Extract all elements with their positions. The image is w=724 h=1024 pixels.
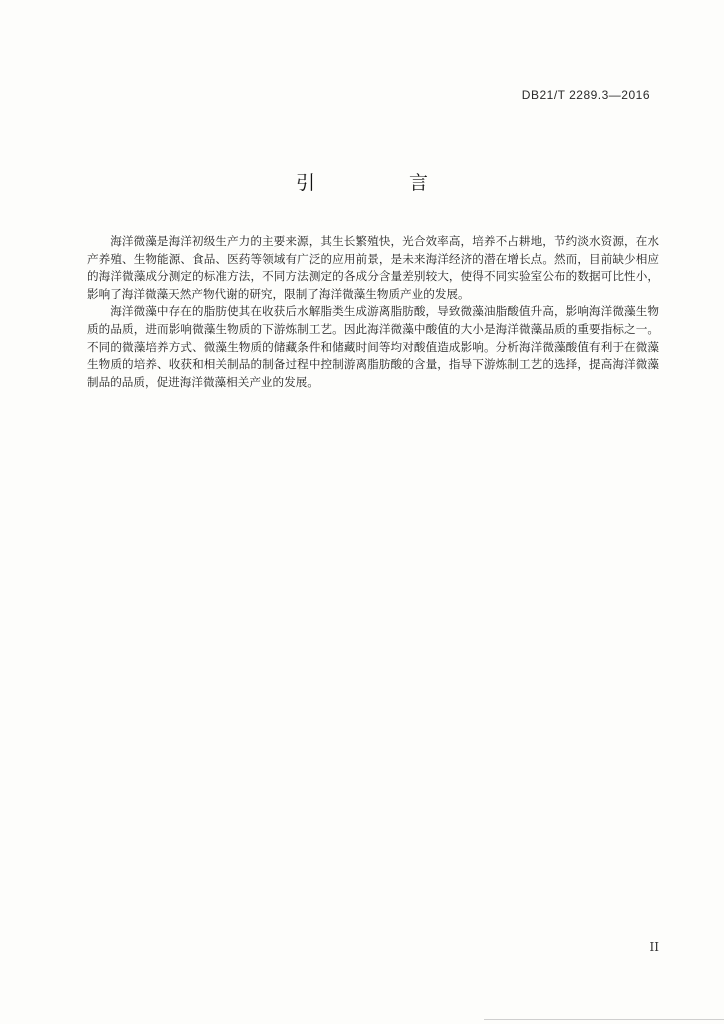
- page-number: II: [649, 940, 659, 954]
- paragraph: 海洋微藻中存在的脂肪使其在收获后水解脂类生成游离脂肪酸，导致微藻油脂酸值升高，影响海洋微藻生物质的品质，进而影响微藻生物质的下游炼制工艺。因此海洋微藻中酸值的大小是海洋微藻品质的重要指标之一。不同的微藻培养方式、微藻生物质的储藏条件和储藏时间等均对酸值造成影响。分析海洋微藻酸值有利于在微藻生物质的培养、收获和相关制品的制备过程中控制游离脂肪酸的含量，指导下游炼制工艺的选择，提高海洋微藻制品的品质，促进海洋微藻相关产业的发展。: [87, 304, 659, 389]
- document-code: DB21/T 2289.3—2016: [521, 88, 650, 102]
- section-title: 引 言: [295, 172, 473, 194]
- scan-edge-divider: [484, 1019, 724, 1020]
- paragraph: 海洋微藻是海洋初级生产力的主要来源，其生长繁殖快，光合效率高，培养不占耕地，节约淡水资源，在水产养殖、生物能源、食品、医药等领域有广泛的应用前景，是未来海洋经济的潜在增长点。然而，目前缺少相应的海洋微藻成分测定的标准方法，不同方法测定的各成分含量差别较大，使得不同实验室公布的数据可比性小，影响了海洋微藻天然产物代谢的研究，限制了海洋微藻生物质产业的发展。: [87, 234, 659, 301]
- body-text: [87, 233, 659, 391]
